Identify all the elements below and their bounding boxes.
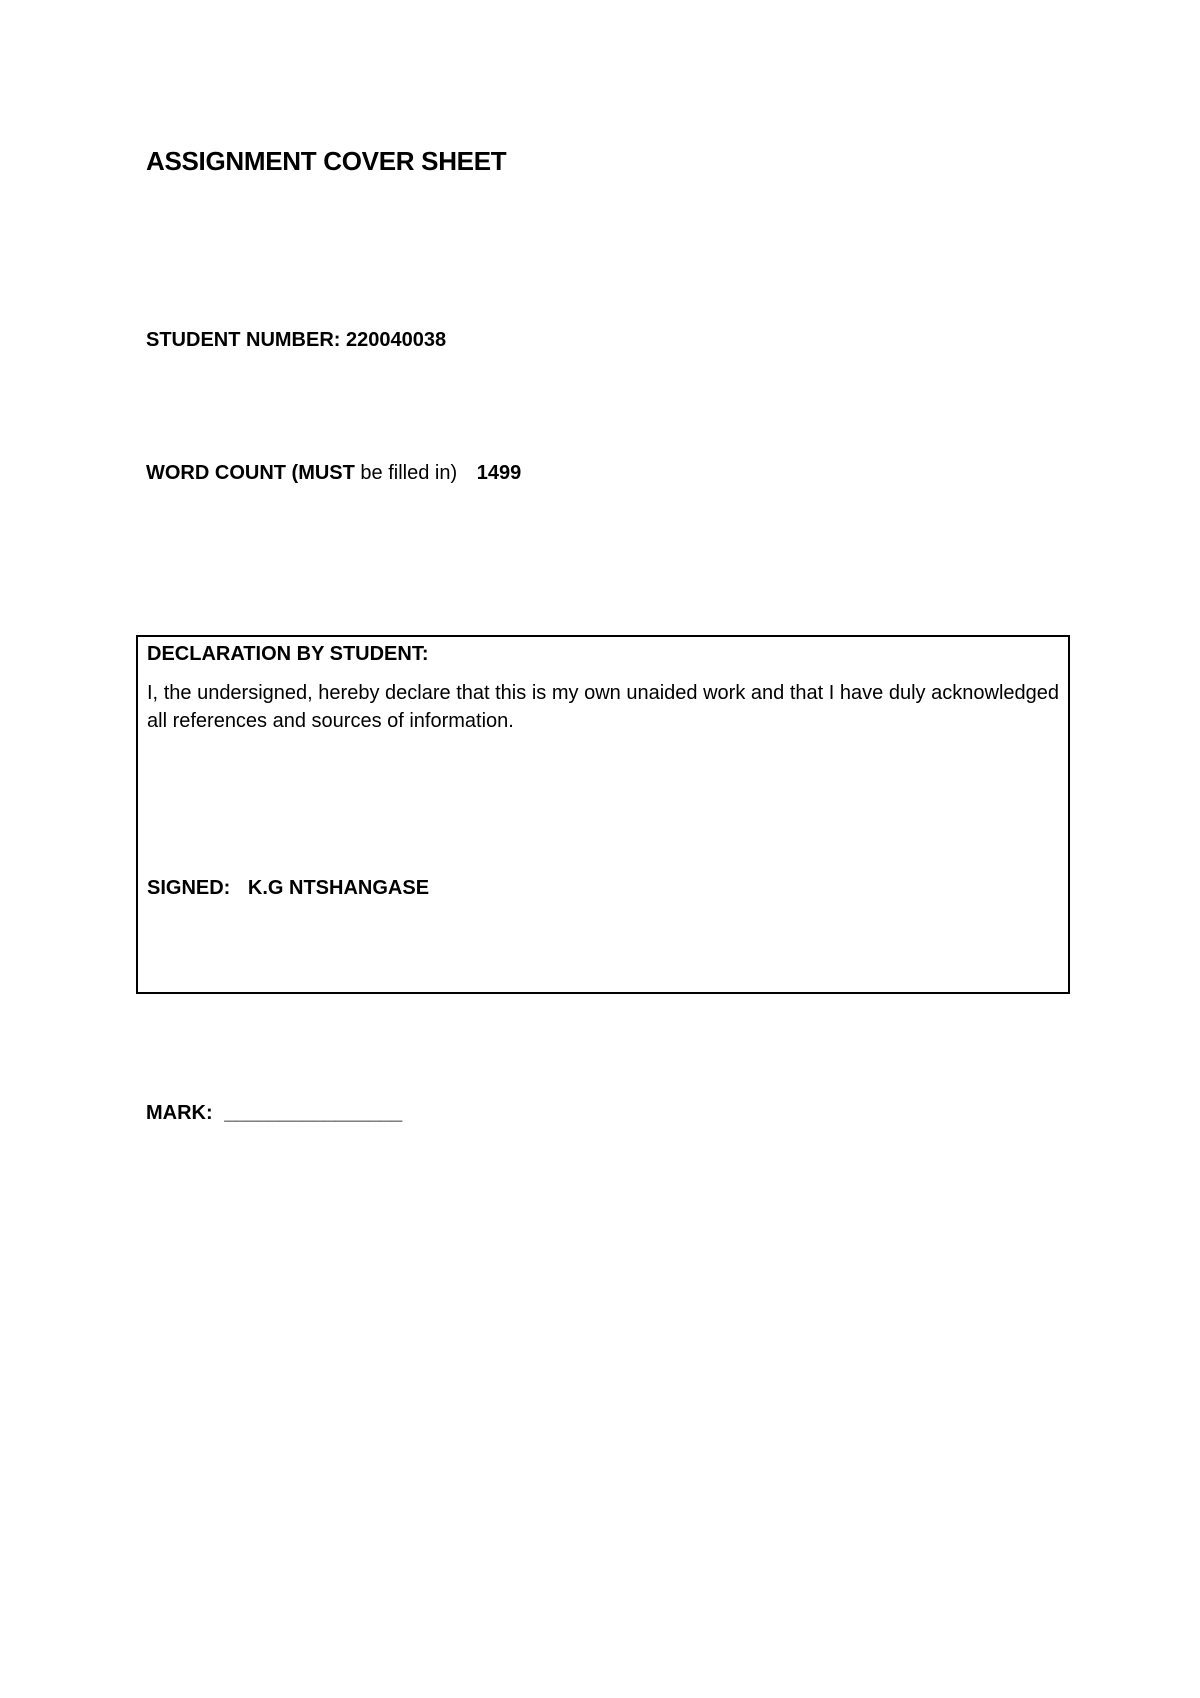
word-count-field — [146, 462, 521, 485]
word-count-label-normal: be filled in) — [360, 462, 458, 484]
student-number-field — [146, 329, 446, 352]
student-number-label: STUDENT NUMBER: — [146, 329, 341, 351]
word-count-value: 1499 — [476, 462, 522, 484]
declaration-text: I, the undersigned, hereby declare that this is my own unaided work and that I have duly acknowledged all references and sources of information. — [147, 682, 1059, 732]
signed-label: SIGNED: — [147, 877, 231, 899]
page-title: ASSIGNMENT COVER SHEET — [146, 146, 507, 176]
mark-blank-line: ________________ — [224, 1102, 403, 1124]
mark-field — [146, 1102, 402, 1125]
signed-name: K.G NTSHANGASE — [247, 877, 430, 899]
mark-label: MARK: — [146, 1102, 213, 1124]
declaration-box — [136, 635, 1070, 994]
student-number-value: 220040038 — [346, 329, 447, 351]
declaration-heading: DECLARATION BY STUDENT: — [147, 643, 429, 665]
word-count-label-bold: WORD COUNT (MUST — [146, 462, 355, 484]
signed-line — [147, 877, 429, 900]
